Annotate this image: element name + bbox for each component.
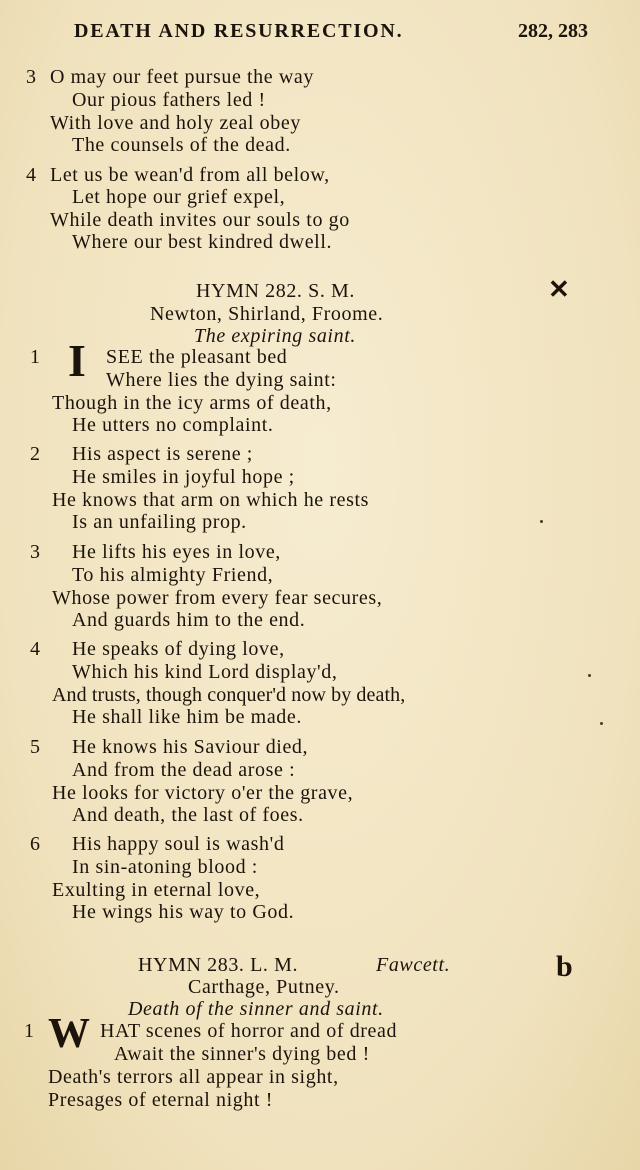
verse-line: He knows his Saviour died,	[72, 736, 309, 758]
verse-line: He looks for victory o'er the grave,	[52, 782, 354, 804]
verse-line: He wings his way to God.	[72, 901, 295, 923]
verse-line: His happy soul is wash'd	[72, 833, 285, 855]
verse-line: Though in the icy arms of death,	[52, 392, 332, 414]
verse-line: Is an unfailing prop.	[72, 511, 247, 533]
verse-line: And death, the last of foes.	[72, 804, 304, 826]
verse-line: To his almighty Friend,	[72, 564, 274, 586]
printer-mark-icon: b	[556, 950, 573, 983]
verse-line: Exulting in eternal love,	[52, 879, 261, 901]
verse-line: And guards him to the end.	[72, 609, 306, 631]
verse-line: His aspect is serene ;	[72, 443, 253, 465]
verse-line: He knows that arm on which he rests	[52, 489, 370, 511]
verse-number: 3	[26, 66, 36, 88]
hymn-subtitle: Death of the sinner and saint.	[128, 998, 384, 1020]
paper-speck	[600, 722, 603, 725]
verse-line: Await the sinner's dying bed !	[114, 1043, 370, 1065]
verse-number: 1	[30, 346, 40, 368]
verse-line: The counsels of the dead.	[72, 134, 291, 156]
verse-number: 6	[30, 833, 40, 855]
verse-line: And trusts, though conquer'd now by death,	[52, 684, 406, 706]
hymn-author: Fawcett.	[376, 954, 451, 976]
hymn-tunes: Carthage, Putney.	[188, 976, 340, 998]
verse-number: 1	[24, 1020, 34, 1042]
verse-line: SEE the pleasant bed	[106, 346, 288, 368]
verse-line: In sin-atoning blood :	[72, 856, 258, 878]
verse-line: He shall like him be made.	[72, 706, 302, 728]
verse-line: He lifts his eyes in love,	[72, 541, 281, 563]
verse-line: Our pious fathers led !	[72, 89, 266, 111]
verse-number: 4	[26, 164, 36, 186]
verse-line: HAT scenes of horror and of dread	[100, 1020, 398, 1042]
hymn-heading: HYMN 282. S. M.	[196, 280, 356, 302]
verse-line: He speaks of dying love,	[72, 638, 285, 660]
verse-line: With love and holy zeal obey	[50, 112, 301, 134]
verse-line: Whose power from every fear secures,	[52, 587, 383, 609]
printer-mark-icon: ✕	[548, 275, 570, 304]
verse-line: Where our best kindred dwell.	[72, 231, 333, 253]
verse-line: Let us be wean'd from all below,	[50, 164, 330, 186]
header-page-numbers: 282, 283	[518, 20, 588, 42]
verse-line: Presages of eternal night !	[48, 1089, 274, 1111]
verse-number: 3	[30, 541, 40, 563]
header-title: DEATH AND RESURRECTION.	[74, 20, 404, 42]
verse-line: He utters no complaint.	[72, 414, 274, 436]
paper-speck	[540, 520, 543, 523]
verse-line: Let hope our grief expel,	[72, 186, 286, 208]
hymn-heading: HYMN 283. L. M.	[138, 954, 299, 976]
drop-cap: I	[68, 335, 86, 386]
drop-cap: W	[48, 1011, 90, 1057]
verse-line: O may our feet pursue the way	[50, 66, 314, 88]
verse-line: And from the dead arose :	[72, 759, 296, 781]
running-header	[74, 20, 588, 50]
paper-speck	[588, 674, 591, 677]
hymn-tunes: Newton, Shirland, Froome.	[150, 303, 384, 325]
verse-line: Death's terrors all appear in sight,	[48, 1066, 339, 1088]
verse-line: He smiles in joyful hope ;	[72, 466, 295, 488]
verse-number: 2	[30, 443, 40, 465]
verse-line: Where lies the dying saint:	[106, 369, 337, 391]
verse-number: 4	[30, 638, 40, 660]
hymn-subtitle: The expiring saint.	[194, 325, 356, 347]
verse-line: Which his kind Lord display'd,	[72, 661, 338, 683]
verse-number: 5	[30, 736, 40, 758]
verse-line: While death invites our souls to go	[50, 209, 350, 231]
